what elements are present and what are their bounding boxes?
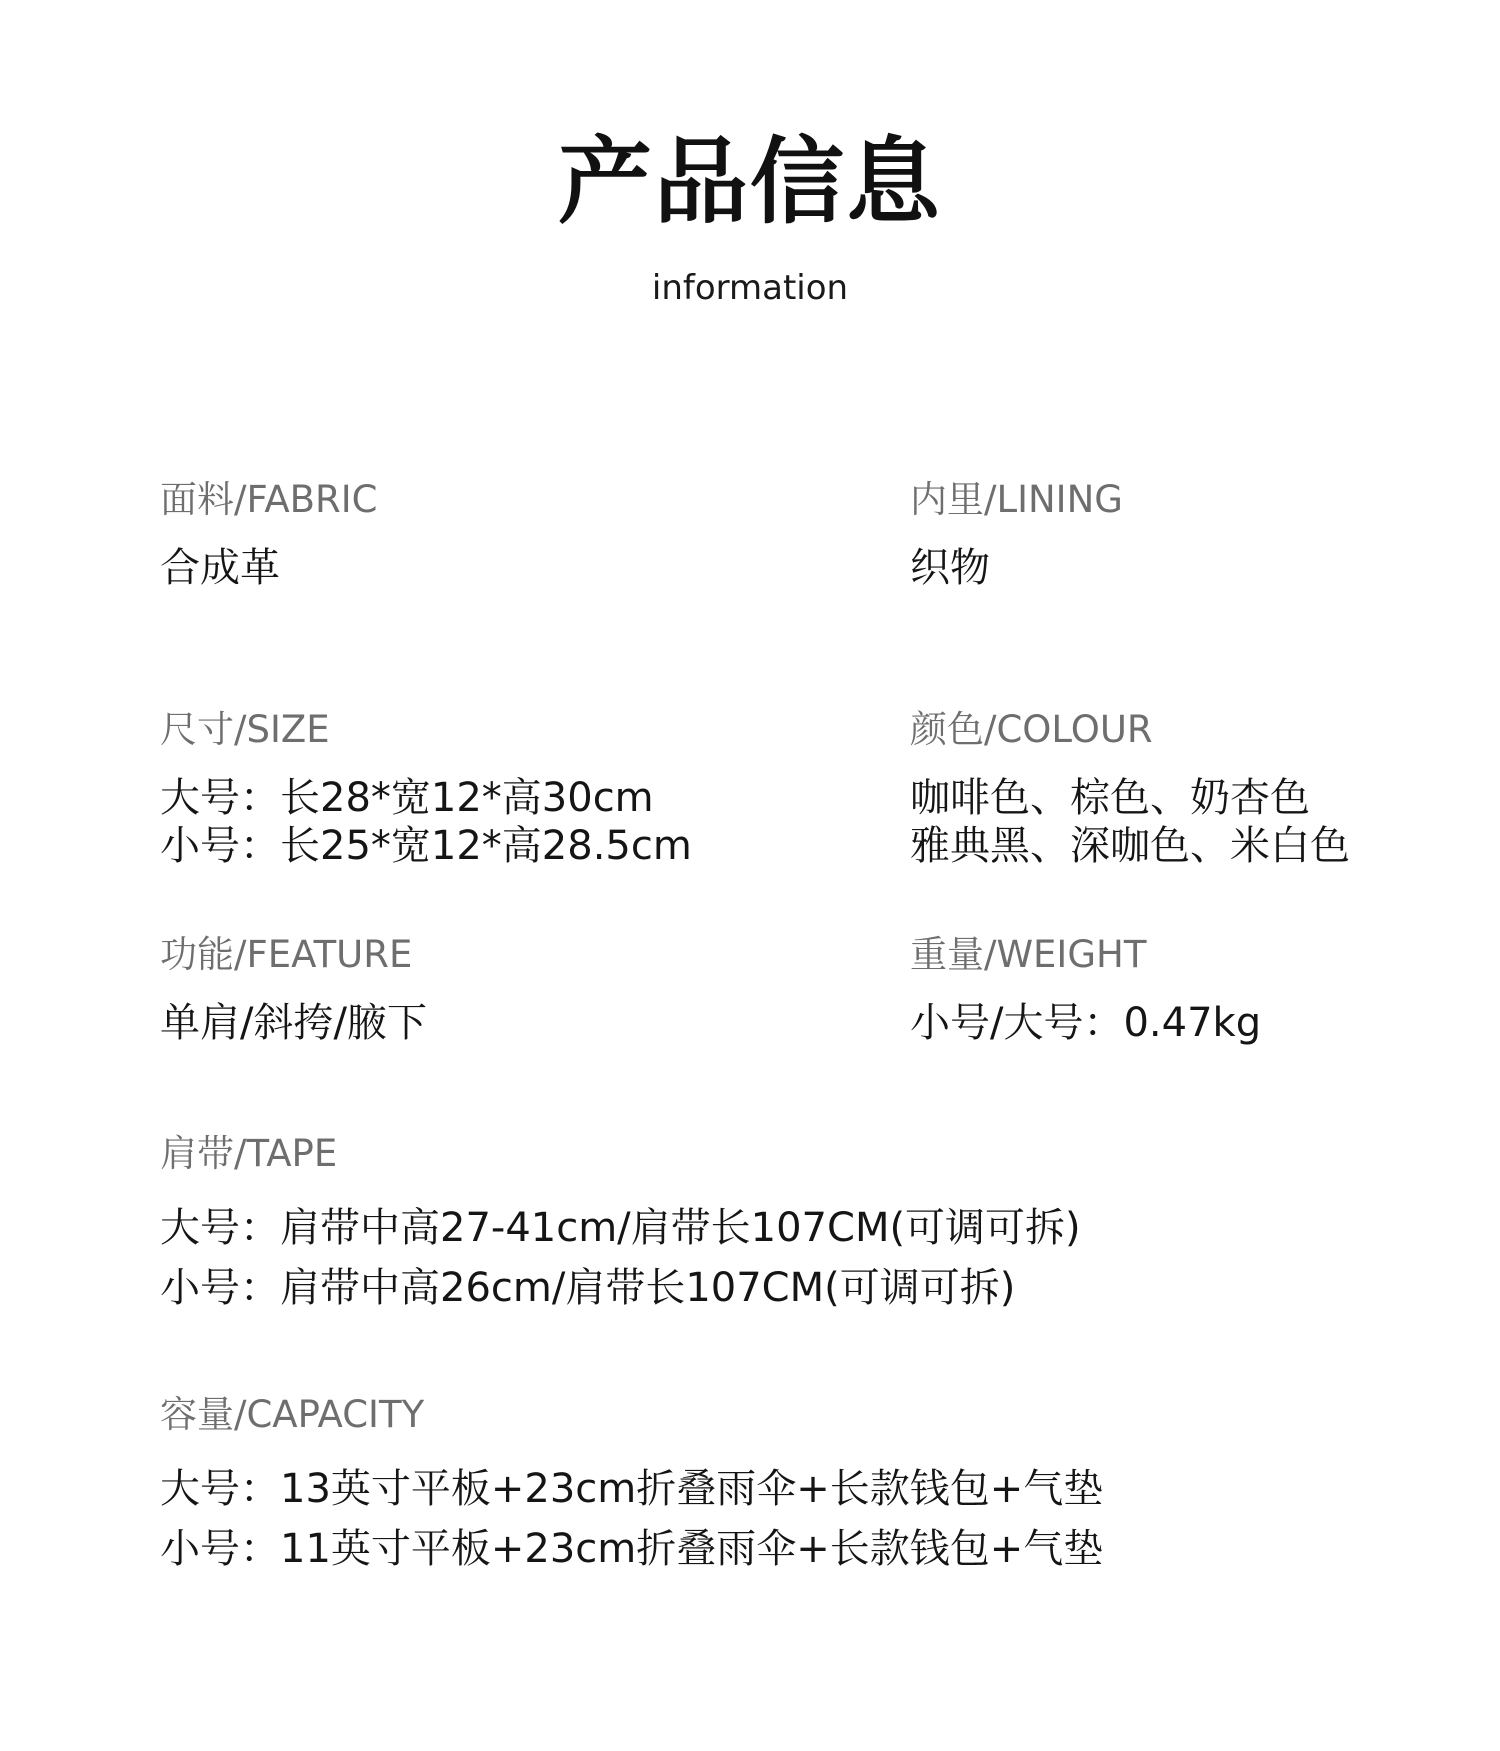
capacity-line-small: 小号：11英寸平板+23cm折叠雨伞+长款钱包+气垫 — [160, 1526, 1104, 1572]
size-section — [160, 708, 692, 870]
colour-label: 颜色/COLOUR — [910, 708, 1153, 751]
fabric-section — [160, 478, 378, 592]
weight-value: 小号/大号：0.47kg — [910, 1000, 1262, 1046]
page-title: 产品信息 — [557, 128, 942, 237]
colour-line-1: 咖啡色、棕色、奶杏色 — [910, 775, 1310, 821]
colour-line-2: 雅典黑、深咖色、米白色 — [910, 823, 1350, 869]
capacity-section — [160, 1393, 1103, 1579]
feature-value: 单肩/斜挎/腋下 — [160, 1000, 427, 1046]
feature-section — [160, 933, 427, 1047]
lining-value: 织物 — [910, 545, 990, 591]
tape-line-large: 大号：肩带中高27-41cm/肩带长107CM(可调可拆) — [160, 1205, 1081, 1251]
tape-line-small: 小号：肩带中高26cm/肩带长107CM(可调可拆) — [160, 1265, 1016, 1311]
size-line-large: 大号：长28*宽12*高30cm — [160, 775, 654, 821]
weight-section — [910, 933, 1261, 1047]
fabric-label: 面料/FABRIC — [160, 478, 378, 521]
page-subtitle: information — [651, 268, 849, 308]
capacity-line-large: 大号：13英寸平板+23cm折叠雨伞+长款钱包+气垫 — [160, 1466, 1104, 1512]
fabric-value: 合成革 — [160, 545, 280, 591]
capacity-label: 容量/CAPACITY — [160, 1393, 425, 1436]
size-label: 尺寸/SIZE — [160, 708, 330, 751]
lining-label: 内里/LINING — [910, 478, 1123, 521]
tape-label: 肩带/TAPE — [160, 1132, 338, 1175]
lining-section — [910, 478, 1123, 592]
size-line-small: 小号：长25*宽12*高28.5cm — [160, 823, 692, 869]
colour-section — [910, 708, 1350, 870]
weight-label: 重量/WEIGHT — [910, 933, 1147, 976]
page-header — [0, 128, 1500, 308]
feature-label: 功能/FEATURE — [160, 933, 413, 976]
tape-section — [160, 1132, 1081, 1318]
